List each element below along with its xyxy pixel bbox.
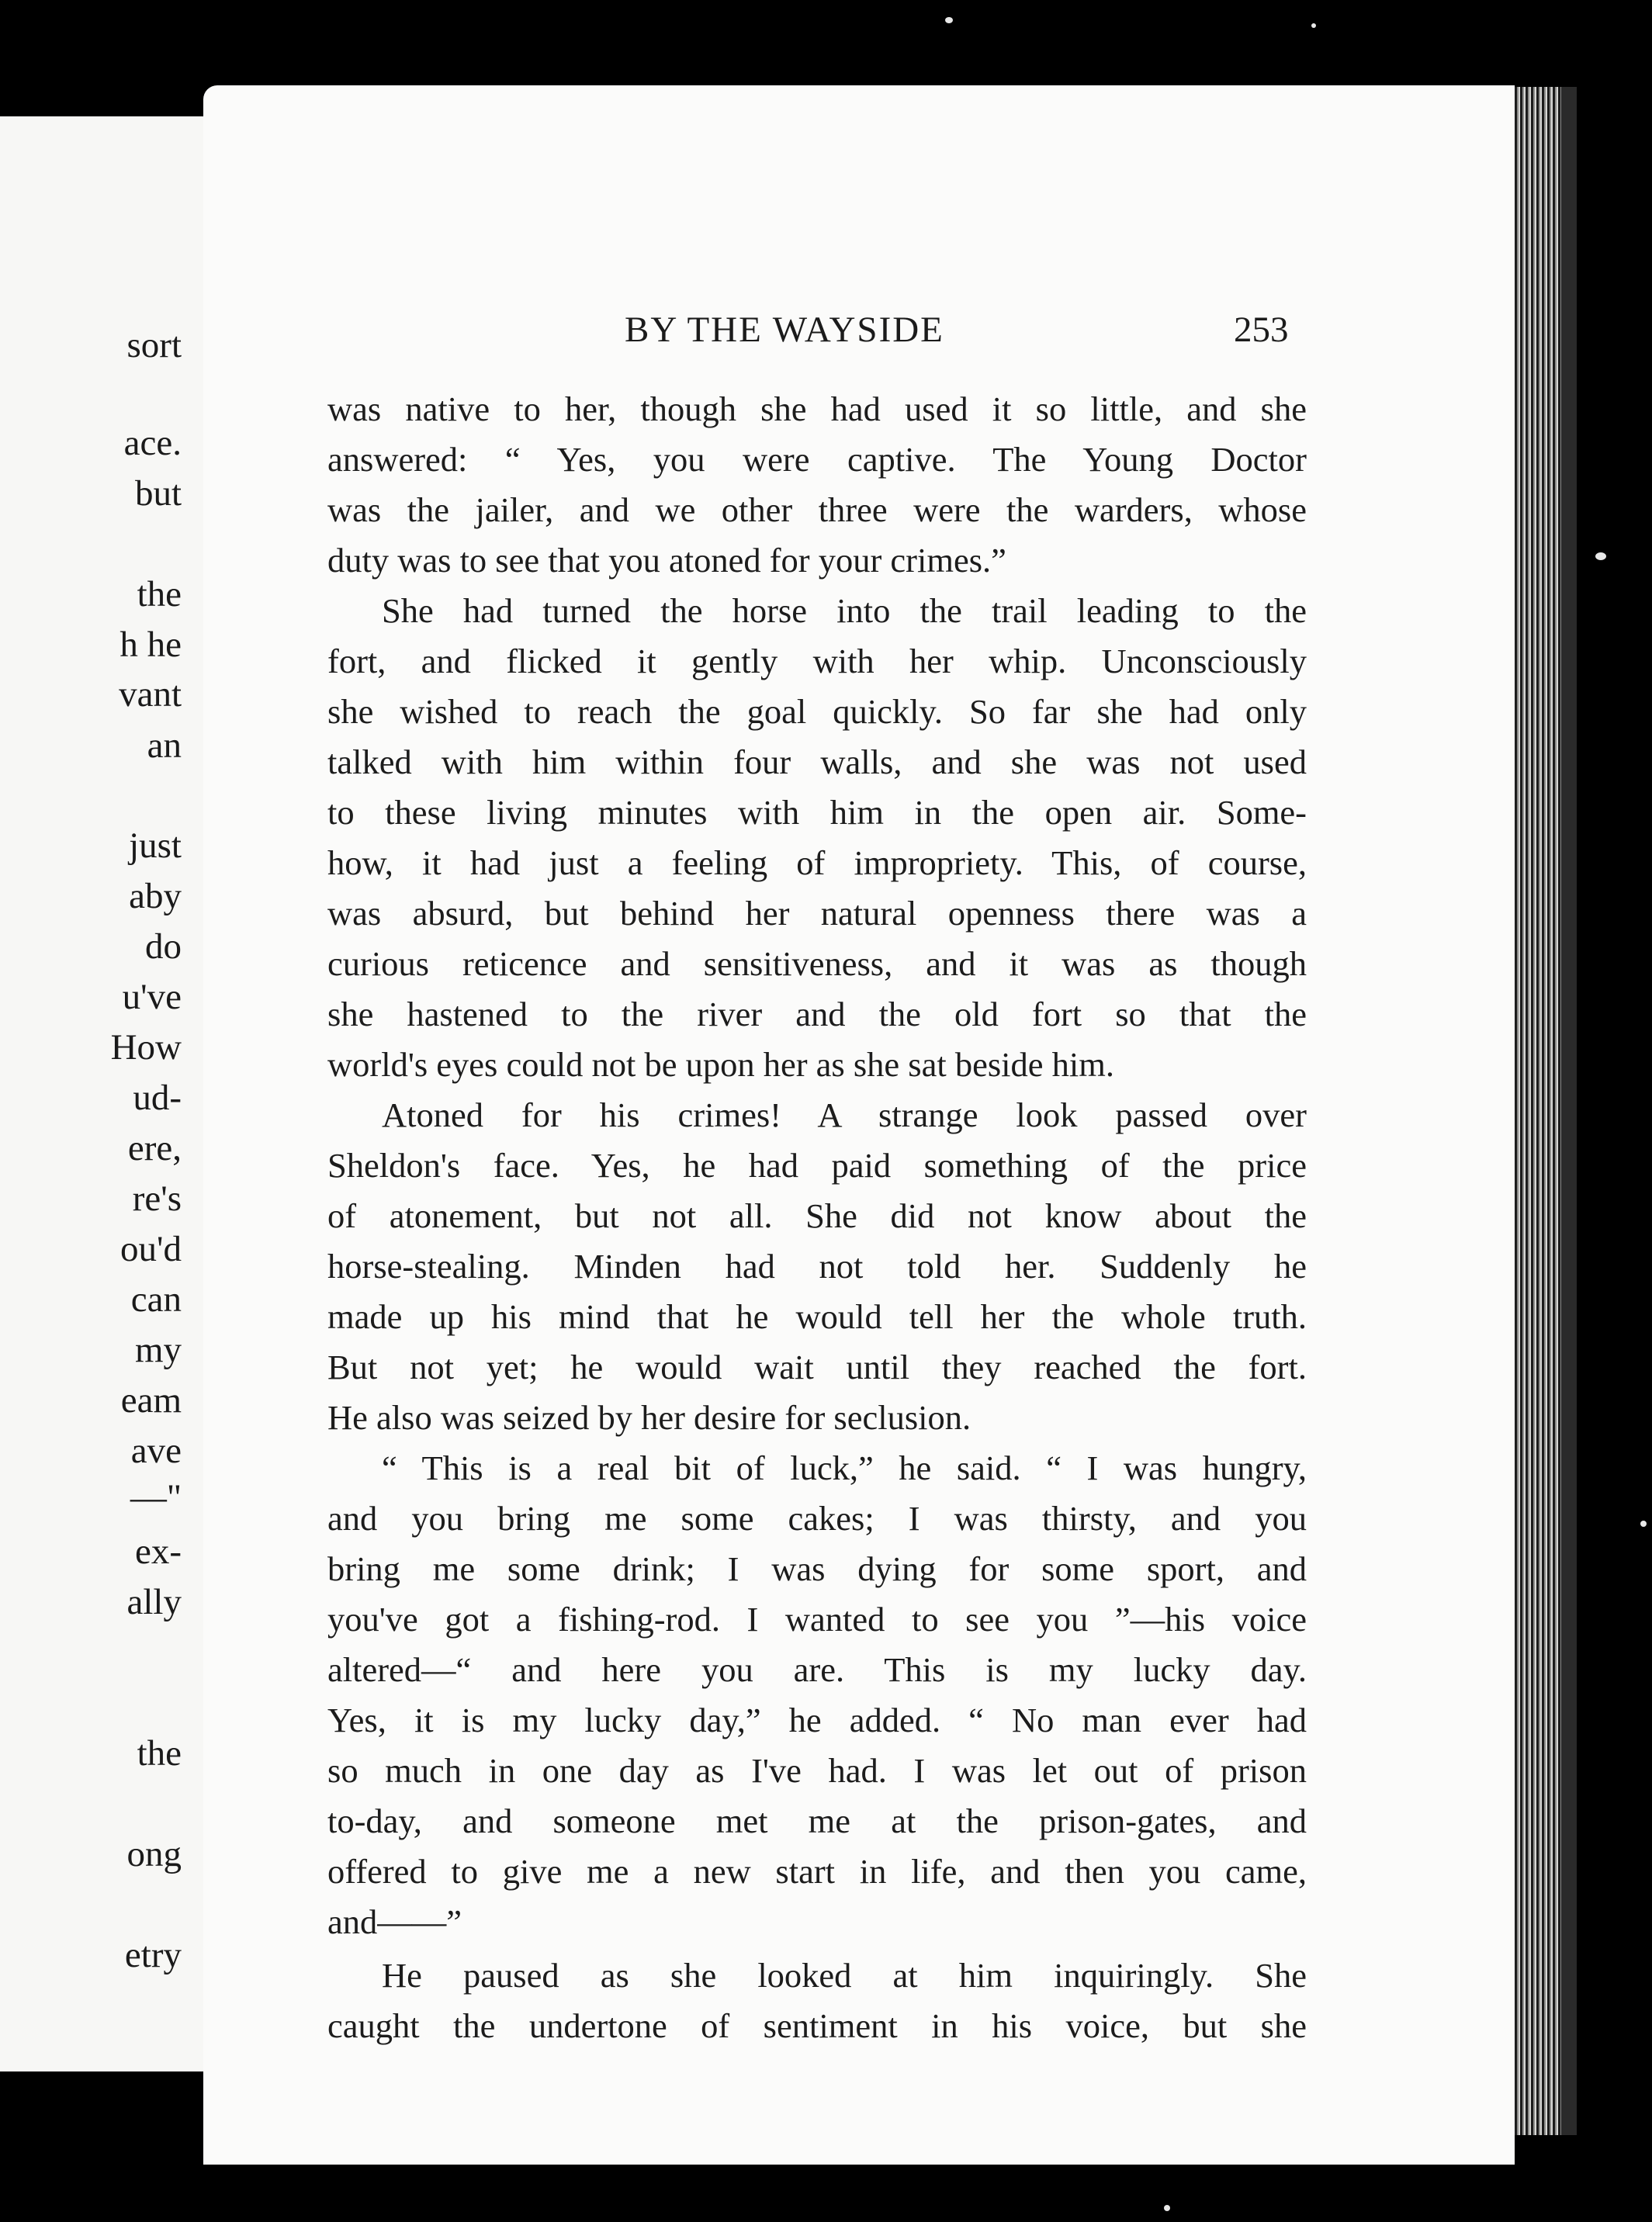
text-line: to these living minutes with him in the open air. Some- bbox=[327, 793, 1307, 832]
text-line: so much in one day as I've had. I was let out of prison bbox=[327, 1751, 1307, 1790]
left-page-line: do bbox=[145, 926, 182, 967]
book-page bbox=[203, 85, 1515, 2165]
text-line: curious reticence and sensitiveness, and it was as though bbox=[327, 944, 1307, 983]
text-line: Sheldon's face. Yes, he had paid something of the price bbox=[327, 1146, 1307, 1185]
paragraph-first-line: Atoned for his crimes! A strange look passed over bbox=[382, 1095, 1307, 1134]
left-page-line: —" bbox=[130, 1477, 182, 1518]
text-line: was native to her, though she had used it so little, and she bbox=[327, 389, 1307, 428]
left-page-line: ally bbox=[126, 1582, 182, 1622]
left-page-line: ave bbox=[130, 1431, 182, 1471]
text-line: horse-stealing. Minden had not told her. Suddenly he bbox=[327, 1247, 1307, 1286]
text-line: talked with him within four walls, and she was not used bbox=[327, 742, 1307, 781]
left-page-line: sort bbox=[126, 325, 182, 365]
page-header bbox=[203, 309, 1515, 355]
page-block-shadow bbox=[1561, 87, 1577, 2135]
left-page bbox=[0, 116, 214, 2071]
left-page-line: ong bbox=[126, 1834, 182, 1874]
left-page-line: h he bbox=[119, 625, 182, 665]
left-page-line: the bbox=[137, 574, 182, 614]
text-line: was absurd, but behind her natural openness there was a bbox=[327, 894, 1307, 933]
left-page-line: an bbox=[147, 725, 182, 766]
text-line: was the jailer, and we other three were the warders, whose bbox=[327, 490, 1307, 529]
left-page-line: aby bbox=[129, 876, 182, 916]
left-page-line: ud- bbox=[133, 1078, 182, 1118]
scan-speck bbox=[945, 17, 953, 23]
text-line: and——” bbox=[327, 1902, 462, 1941]
paragraph-first-line: She had turned the horse into the trail leading to the bbox=[382, 591, 1307, 630]
left-page-line: just bbox=[129, 825, 182, 866]
text-line: caught the undertone of sentiment in his voice, but she bbox=[327, 2006, 1307, 2045]
text-line: Yes, it is my lucky day,” he added. “ No man ever had bbox=[327, 1701, 1307, 1739]
left-page-line: ex- bbox=[134, 1532, 182, 1572]
left-page-line: etry bbox=[124, 1935, 182, 1975]
text-line: she hastened to the river and the old fort so that the bbox=[327, 995, 1307, 1033]
text-line: world's eyes could not be upon her as she sat beside him. bbox=[327, 1045, 1115, 1084]
paragraph-first-line: He paused as she looked at him inquiringly. She bbox=[382, 1956, 1307, 1995]
text-line: answered: “ Yes, you were captive. The Young Doctor bbox=[327, 440, 1307, 479]
paragraph-first-line: “ This is a real bit of luck,” he said. “ I was hungry, bbox=[382, 1448, 1307, 1487]
left-page-line: re's bbox=[132, 1178, 182, 1219]
page-block-edges bbox=[1515, 87, 1561, 2135]
text-line: duty was to see that you atoned for your crimes.” bbox=[327, 541, 1006, 580]
left-page-line: u've bbox=[122, 977, 182, 1017]
text-line: to-day, and someone met me at the prison-gates, and bbox=[327, 1801, 1307, 1840]
text-line: bring me some drink; I was dying for some sport, and bbox=[327, 1549, 1307, 1588]
text-line: how, it had just a feeling of impropriety. This, of course, bbox=[327, 843, 1307, 882]
left-page-line: my bbox=[134, 1330, 182, 1370]
left-page-line: can bbox=[130, 1279, 182, 1320]
page-number: 253 bbox=[1234, 310, 1289, 350]
left-page-line: eam bbox=[120, 1380, 182, 1421]
scan-speck bbox=[1595, 552, 1606, 560]
left-page-line: ou'd bbox=[120, 1229, 182, 1269]
text-line: she wished to reach the goal quickly. So far she had only bbox=[327, 692, 1307, 731]
text-line: But not yet; he would wait until they reached the fort. bbox=[327, 1348, 1307, 1386]
left-page-line: ace. bbox=[123, 423, 182, 463]
scan-speck bbox=[1164, 2205, 1170, 2211]
scan-speck bbox=[1311, 23, 1316, 28]
text-line: you've got a fishing-rod. I wanted to see you ”—his voice bbox=[327, 1600, 1307, 1639]
text-line: and you bring me some cakes; I was thirsty, and you bbox=[327, 1499, 1307, 1538]
left-page-line: How bbox=[110, 1027, 182, 1068]
text-line: He also was seized by her desire for seclusion. bbox=[327, 1398, 971, 1437]
text-line: made up his mind that he would tell her the whole truth. bbox=[327, 1297, 1307, 1336]
page-body bbox=[327, 384, 1307, 2051]
left-page-line: but bbox=[134, 473, 182, 514]
scan-speck bbox=[1640, 1521, 1647, 1527]
left-page-line: the bbox=[137, 1733, 182, 1774]
left-page-line: vant bbox=[119, 674, 182, 715]
text-line: altered—“ and here you are. This is my lucky day. bbox=[327, 1650, 1307, 1689]
text-line: fort, and flicked it gently with her whip. Unconsciously bbox=[327, 642, 1307, 680]
text-line: offered to give me a new start in life, and then you came, bbox=[327, 1852, 1307, 1891]
left-page-line: ere, bbox=[127, 1128, 182, 1168]
running-head: BY THE WAYSIDE bbox=[625, 310, 944, 350]
text-line: of atonement, but not all. She did not know about the bbox=[327, 1196, 1307, 1235]
